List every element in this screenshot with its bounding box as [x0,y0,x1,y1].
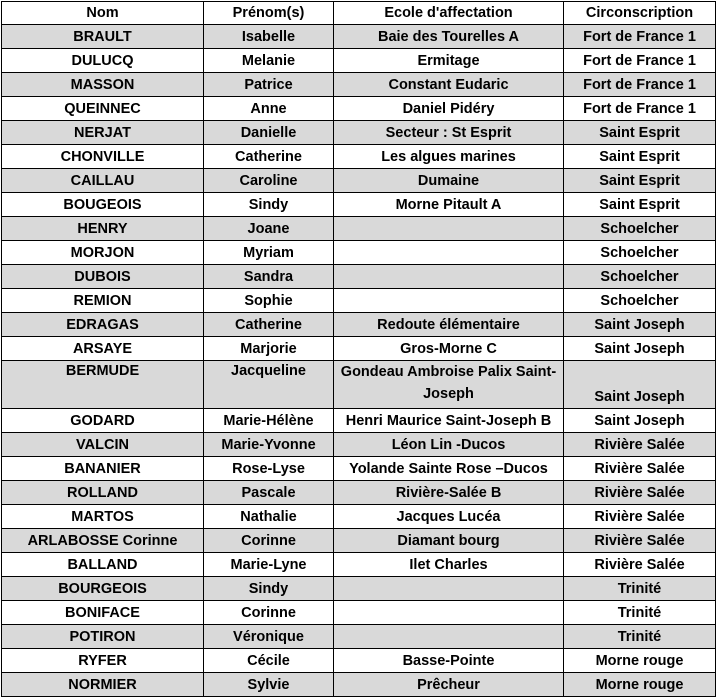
prenom-cell: Nathalie [204,505,334,529]
table-row [2,457,716,481]
nom-cell: RYFER [2,649,204,673]
circonscription-cell: Fort de France 1 [564,73,716,97]
circonscription-cell: Rivière Salée [564,457,716,481]
header-nom: Nom [2,2,204,25]
prenom-cell: Caroline [204,169,334,193]
prenom-cell: Corinne [204,529,334,553]
ecole-cell: Les algues marines [334,145,564,169]
nom-cell: NERJAT [2,121,204,145]
prenom-cell: Catherine [204,313,334,337]
ecole-cell: Rivière-Salée B [334,481,564,505]
prenom-cell: Myriam [204,241,334,265]
circonscription-cell: Rivière Salée [564,481,716,505]
nom-cell: MASSON [2,73,204,97]
nom-cell: DULUCQ [2,49,204,73]
circonscription-cell: Trinité [564,625,716,649]
circonscription-cell: Schoelcher [564,265,716,289]
nom-cell: BERMUDE [2,361,204,409]
ecole-cell: Gondeau Ambroise Palix Saint-Joseph [334,361,564,409]
table-row [2,73,716,97]
ecole-cell: Gros-Morne C [334,337,564,361]
nom-cell: BONIFACE [2,601,204,625]
table-row [2,529,716,553]
table-row [2,409,716,433]
header-row [2,2,716,25]
ecole-cell: Daniel Pidéry [334,97,564,121]
table-row [2,433,716,457]
prenom-cell: Anne [204,97,334,121]
prenom-cell: Patrice [204,73,334,97]
ecole-cell: Ermitage [334,49,564,73]
nom-cell: MORJON [2,241,204,265]
table-row [2,481,716,505]
table-row [2,649,716,673]
nom-cell: BRAULT [2,25,204,49]
nom-cell: CAILLAU [2,169,204,193]
ecole-cell: Henri Maurice Saint-Joseph B [334,409,564,433]
circonscription-cell: Saint Esprit [564,145,716,169]
nom-cell: HENRY [2,217,204,241]
table-row [2,121,716,145]
ecole-cell [334,601,564,625]
prenom-cell: Catherine [204,145,334,169]
ecole-cell: Yolande Sainte Rose –Ducos [334,457,564,481]
prenom-cell: Sindy [204,193,334,217]
circonscription-cell: Trinité [564,577,716,601]
nom-cell: ROLLAND [2,481,204,505]
ecole-cell [334,265,564,289]
prenom-cell: Joane [204,217,334,241]
circonscription-cell: Morne rouge [564,673,716,697]
table-row [2,361,716,409]
ecole-cell: Secteur : St Esprit [334,121,564,145]
table-row [2,241,716,265]
prenom-cell: Sylvie [204,673,334,697]
nom-cell: BOUGEOIS [2,193,204,217]
nom-cell: BALLAND [2,553,204,577]
nom-cell: GODARD [2,409,204,433]
ecole-cell: Jacques Lucéa [334,505,564,529]
table-row [2,169,716,193]
circonscription-cell: Fort de France 1 [564,25,716,49]
circonscription-cell: Rivière Salée [564,529,716,553]
table-row [2,289,716,313]
table-row [2,601,716,625]
table-row [2,553,716,577]
prenom-cell: Sophie [204,289,334,313]
table-row [2,505,716,529]
circonscription-cell: Morne rouge [564,649,716,673]
circonscription-cell: Saint Joseph [564,337,716,361]
ecole-cell: Redoute élémentaire [334,313,564,337]
prenom-cell: Véronique [204,625,334,649]
nom-cell: EDRAGAS [2,313,204,337]
circonscription-cell: Rivière Salée [564,553,716,577]
prenom-cell: Sandra [204,265,334,289]
circonscription-cell: Schoelcher [564,241,716,265]
prenom-cell: Cécile [204,649,334,673]
table-row [2,217,716,241]
nom-cell: VALCIN [2,433,204,457]
prenom-cell: Melanie [204,49,334,73]
table-row [2,25,716,49]
prenom-cell: Marjorie [204,337,334,361]
circonscription-cell: Saint Joseph [564,313,716,337]
header-circonscription: Circonscription [564,2,716,25]
nom-cell: QUEINNEC [2,97,204,121]
nom-cell: MARTOS [2,505,204,529]
nom-cell: BANANIER [2,457,204,481]
prenom-cell: Danielle [204,121,334,145]
ecole-cell: Léon Lin -Ducos [334,433,564,457]
circonscription-cell: Fort de France 1 [564,97,716,121]
circonscription-cell: Saint Joseph [564,409,716,433]
ecole-cell: Diamant bourg [334,529,564,553]
prenom-cell: Corinne [204,601,334,625]
header-ecole: Ecole d'affectation [334,2,564,25]
circonscription-cell: Rivière Salée [564,433,716,457]
circonscription-cell: Saint Joseph [564,361,716,409]
ecole-cell: Dumaine [334,169,564,193]
circonscription-cell: Trinité [564,601,716,625]
table-row [2,673,716,697]
table-row [2,49,716,73]
prenom-cell: Jacqueline [204,361,334,409]
nom-cell: POTIRON [2,625,204,649]
nom-cell: ARSAYE [2,337,204,361]
table-row [2,193,716,217]
table-row [2,265,716,289]
nom-cell: BOURGEOIS [2,577,204,601]
ecole-cell: Prêcheur [334,673,564,697]
circonscription-cell: Saint Esprit [564,169,716,193]
prenom-cell: Marie-Yvonne [204,433,334,457]
prenom-cell: Pascale [204,481,334,505]
affectation-table [1,1,716,697]
ecole-cell [334,217,564,241]
table-row [2,145,716,169]
circonscription-cell: Saint Esprit [564,193,716,217]
table-row [2,313,716,337]
table-row [2,97,716,121]
circonscription-cell: Schoelcher [564,289,716,313]
circonscription-cell: Saint Esprit [564,121,716,145]
nom-cell: DUBOIS [2,265,204,289]
nom-cell: CHONVILLE [2,145,204,169]
ecole-cell: Constant Eudaric [334,73,564,97]
nom-cell: ARLABOSSE Corinne [2,529,204,553]
ecole-cell [334,241,564,265]
ecole-cell: Baie des Tourelles A [334,25,564,49]
table-row [2,337,716,361]
nom-cell: REMION [2,289,204,313]
prenom-cell: Sindy [204,577,334,601]
circonscription-cell: Schoelcher [564,217,716,241]
header-prenom: Prénom(s) [204,2,334,25]
circonscription-cell: Fort de France 1 [564,49,716,73]
nom-cell: NORMIER [2,673,204,697]
ecole-cell: Ilet Charles [334,553,564,577]
table-row [2,625,716,649]
ecole-cell: Basse-Pointe [334,649,564,673]
ecole-cell: Morne Pitault A [334,193,564,217]
ecole-cell [334,577,564,601]
ecole-cell [334,625,564,649]
prenom-cell: Isabelle [204,25,334,49]
table-row [2,577,716,601]
circonscription-cell: Rivière Salée [564,505,716,529]
prenom-cell: Marie-Lyne [204,553,334,577]
prenom-cell: Marie-Hélène [204,409,334,433]
ecole-cell [334,289,564,313]
prenom-cell: Rose-Lyse [204,457,334,481]
